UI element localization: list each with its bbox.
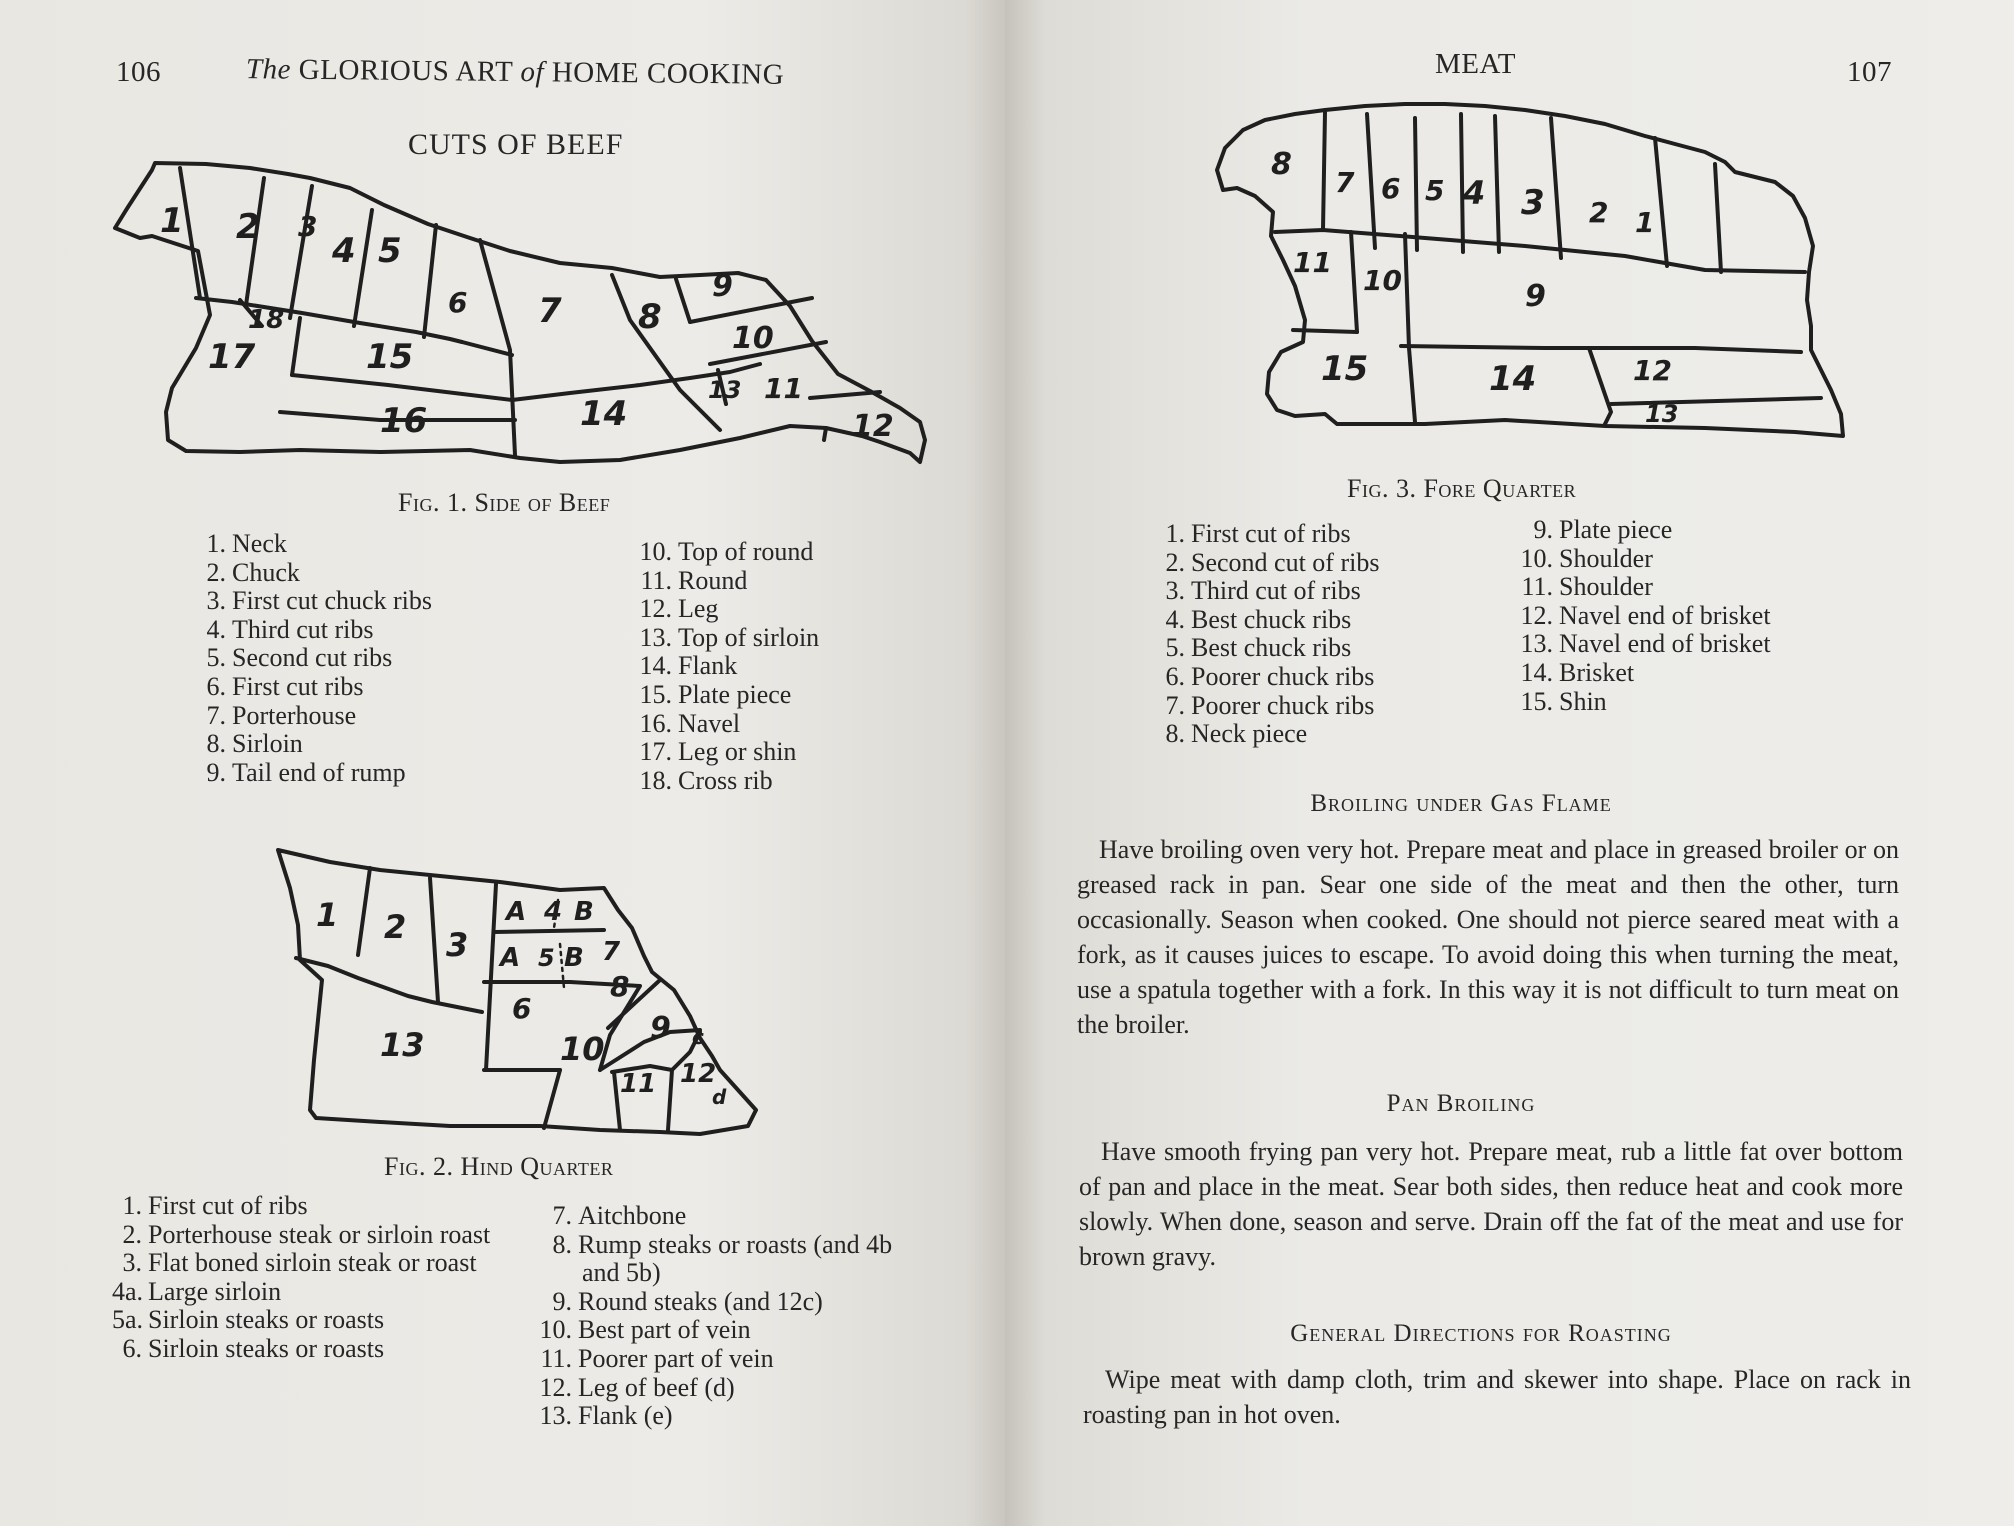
legend-text: Brisket: [1559, 657, 1635, 687]
section-body-text: Wipe meat with damp cloth, trim and skewer into shape. Place on rack in roasting pan in hot oven.: [1083, 1365, 1911, 1429]
legend-item: [196, 702, 476, 731]
fig3-line-g: [1551, 118, 1561, 258]
fig3-line-o: [1611, 398, 1821, 404]
fig2-label-5a: A: [500, 943, 521, 973]
fig3-line-k: [1293, 330, 1357, 332]
fig1-label-16: 16: [380, 401, 428, 441]
legend-text: Best chuck ribs: [1191, 633, 1352, 663]
fig3-label-14: 14: [1489, 359, 1537, 399]
right-page: [1005, 0, 2014, 1526]
fig2-line-d: [486, 884, 496, 1070]
legend-item: [1155, 663, 1435, 692]
legend-num: 3.: [122, 1248, 142, 1278]
legend-num: 11.: [640, 565, 672, 595]
legend-item: [196, 587, 476, 616]
legend-num: 17.: [639, 737, 672, 767]
fig2-hind-quarter-diagram: [0, 820, 1005, 1150]
legend-text: Poorer chuck ribs: [1191, 690, 1375, 720]
legend-num: 10.: [639, 537, 672, 566]
fig2-label-9: 9: [650, 1011, 671, 1046]
legend-num: 7.: [206, 700, 226, 730]
legend-text: Flank (e): [578, 1401, 673, 1431]
section-title-roasting: General Directions for Roasting: [1290, 1320, 1672, 1347]
fig1-label-6: 6: [448, 286, 468, 319]
fig2-label-5: 5: [538, 944, 555, 972]
fig3-caption: Fig. 3. Fore Quarter: [1347, 474, 1577, 503]
legend-item: [112, 1192, 502, 1221]
fig1-label-13: 13: [708, 376, 742, 404]
legend-num: 14.: [639, 651, 672, 681]
fig1-line-e: [354, 210, 372, 326]
fig1-line-h: [292, 318, 300, 375]
fig1-line-r: [810, 392, 880, 398]
legend-item: [630, 538, 930, 567]
legend-num: 5.: [1165, 633, 1185, 663]
fig2-label-6: 6: [512, 992, 532, 1025]
legend-item: [630, 710, 930, 739]
fig1-line-b: [196, 298, 462, 342]
fig3-legend-col2: [1511, 516, 1831, 716]
fig2-line-h: [544, 1070, 560, 1128]
legend-text: Chuck: [232, 557, 300, 587]
fig3-fore-quarter-diagram: [1005, 0, 2014, 470]
legend-num: 1.: [206, 529, 226, 558]
running-title-of: of: [520, 56, 545, 89]
fig2-label-1: 1: [316, 896, 339, 934]
legend-item: [1155, 577, 1435, 606]
legend-text: Flat boned sirloin steak or roast: [148, 1248, 477, 1278]
legend-text: Rump steaks or roasts (and 4b and 5b): [578, 1229, 893, 1288]
legend-num: 7.: [1165, 690, 1185, 720]
left-page-number: 106: [116, 56, 161, 88]
fig3-line-i: [1715, 164, 1721, 272]
fig1-label-11: 11: [764, 372, 803, 405]
section-body-roasting: [1083, 1362, 1911, 1432]
section-body-pan-broiling: [1079, 1134, 1903, 1274]
fig2-label-3: 3: [446, 926, 469, 964]
fig1-label-15: 15: [366, 337, 414, 377]
legend-item: [1511, 516, 1831, 545]
fig2-label-13: 13: [380, 1026, 425, 1064]
legend-text: Leg of beef (d): [578, 1372, 735, 1402]
legend-item: [1511, 659, 1831, 688]
fig1-label-2: 2: [236, 207, 260, 247]
legend-num: 6.: [1165, 661, 1185, 691]
legend-text: Cross rib: [678, 765, 773, 795]
legend-item: [112, 1249, 502, 1278]
legend-text: Large sirloin: [148, 1276, 282, 1306]
legend-text: Sirloin steaks or roasts: [148, 1333, 385, 1363]
legend-num: 12.: [639, 594, 672, 624]
legend-text: Second cut ribs: [232, 643, 393, 673]
section-body-text: Have broiling oven very hot. Prepare meat and place in greased broiler or on greased rack in pan. Sear one side of the meat and then the other, turn occasionally. Season when cooked. One should not pierce seared meat with a fork, as it causes juices to escape. To avoid doing this when turning the meat, use a spatula together with a fork. In this way it is not difficult to turn meat on the broiler.: [1077, 835, 1899, 1039]
legend-item: [530, 1288, 930, 1317]
fig1-line-f: [424, 225, 436, 337]
legend-text: First cut chuck ribs: [232, 586, 433, 616]
legend-item: [196, 730, 476, 759]
legend-text: Flank: [678, 651, 738, 681]
legend-num: 8.: [1165, 719, 1185, 749]
fig1-caption: Fig. 1. Side of Beef: [398, 488, 611, 517]
fig2-label-4a: A: [506, 897, 527, 927]
legend-item: [1511, 602, 1831, 631]
legend-text: Shin: [1559, 686, 1607, 716]
left-page: [0, 0, 1005, 1526]
legend-text: Shoulder: [1559, 543, 1653, 573]
fig2-legend-col2: [530, 1202, 930, 1431]
fig1-legend-col1: [196, 530, 476, 787]
legend-text: Third cut ribs: [232, 614, 374, 644]
legend-num: 10.: [539, 1315, 572, 1345]
fig1-legend-col2: [630, 538, 930, 795]
fig2-line-e: [494, 930, 604, 932]
legend-text: Round: [678, 565, 748, 595]
fig3-line-m: [1401, 346, 1801, 352]
legend-item: [530, 1374, 930, 1403]
fig1-line-m: [612, 275, 720, 430]
fig3-label-5: 5: [1425, 174, 1445, 207]
running-title-suffix: HOME COOKING: [551, 56, 785, 91]
fig2-label-4b: B: [574, 897, 594, 927]
legend-text: Top of round: [678, 537, 814, 566]
legend-item: [630, 595, 930, 624]
fig1-label-9: 9: [712, 269, 733, 304]
legend-text: Navel end of brisket: [1559, 629, 1771, 659]
legend-num: 2.: [206, 557, 226, 587]
fig1-label-1: 1: [160, 201, 184, 241]
legend-text: Aitchbone: [578, 1201, 687, 1230]
legend-text: Tail end of rump: [232, 757, 406, 787]
legend-item: [630, 567, 930, 596]
fig2-line-n: [668, 1070, 672, 1130]
fig2-label-2: 2: [384, 908, 407, 946]
fig2-line-a: [358, 868, 370, 955]
legend-num: 11.: [540, 1343, 572, 1373]
fig3-line-d: [1415, 118, 1417, 250]
legend-num: 15.: [1520, 686, 1553, 716]
fig1-label-7: 7: [538, 291, 562, 331]
legend-num: 13.: [639, 622, 672, 652]
legend-text: Poorer part of vein: [578, 1343, 774, 1373]
legend-item: [1511, 545, 1831, 574]
legend-num: 4.: [206, 614, 226, 644]
fig1-side-of-beef-diagram: [0, 0, 1005, 480]
fig1-labels: [160, 201, 894, 444]
legend-num: 5.: [206, 643, 226, 673]
legend-text: Shoulder: [1559, 572, 1653, 602]
section-title-pan-broiling: Pan Broiling: [1386, 1090, 1536, 1117]
legend-num: 9.: [552, 1286, 572, 1316]
legend-text: Porterhouse steak or sirloin roast: [148, 1219, 491, 1249]
legend-item: [1155, 549, 1435, 578]
fig2-label-7: 7: [602, 937, 621, 967]
fig3-line-h: [1655, 138, 1667, 266]
legend-item: [1511, 630, 1831, 659]
legend-num: 11.: [1521, 572, 1553, 602]
legend-num: 1.: [1165, 519, 1185, 548]
legend-item: [1155, 634, 1435, 663]
legend-text: Navel: [678, 708, 741, 738]
fig3-label-13: 13: [1645, 400, 1679, 428]
legend-text: Porterhouse: [232, 700, 357, 730]
legend-num: 12.: [1520, 600, 1553, 630]
legend-num: 18.: [639, 765, 672, 795]
legend-num: 13.: [1520, 629, 1553, 659]
legend-num: 3.: [1165, 576, 1185, 606]
legend-item: [196, 644, 476, 673]
legend-item: [630, 624, 930, 653]
legend-item: [530, 1402, 930, 1431]
fig1-label-3: 3: [298, 210, 318, 243]
legend-item: [530, 1316, 930, 1345]
fig1-line-s: [824, 428, 826, 440]
fig1-label-8: 8: [638, 297, 662, 337]
fig3-label-12: 12: [1633, 354, 1672, 387]
legend-text: Poorer chuck ribs: [1191, 661, 1375, 691]
fig1-line-n: [676, 279, 690, 322]
legend-item: [530, 1345, 930, 1374]
legend-num: 1.: [122, 1191, 142, 1220]
legend-text: First cut of ribs: [148, 1191, 308, 1220]
legend-num: 14.: [1520, 657, 1553, 687]
fig1-label-14: 14: [580, 394, 628, 434]
fig1-label-18: 18: [248, 305, 285, 335]
fig3-label-1: 1: [1635, 206, 1655, 239]
fig3-label-8: 8: [1271, 147, 1292, 182]
fig2-caption: Fig. 2. Hind Quarter: [384, 1152, 614, 1181]
fig1-label-5: 5: [378, 231, 402, 271]
fig3-label-2: 2: [1589, 196, 1609, 229]
fig3-label-3: 3: [1521, 183, 1545, 223]
legend-item: [630, 767, 930, 796]
legend-item: [1155, 692, 1435, 721]
fig2-label-11: 11: [620, 1069, 657, 1099]
legend-num: 10.: [1520, 543, 1553, 573]
section-body-text: Have smooth frying pan very hot. Prepare meat, rub a little fat over bottom of pan and place in the meat. Sear both sides, then reduce heat and cook more slowly. When done, season and serve. Drain off the fat of the meat and use for brown gravy.: [1079, 1137, 1903, 1271]
legend-num: 15.: [639, 679, 672, 709]
running-title-main: GLORIOUS ART: [298, 53, 513, 88]
fig2-label-5b: B: [564, 943, 584, 973]
legend-item: [112, 1221, 502, 1250]
legend-text: Leg: [678, 594, 719, 624]
fig1-line-j: [462, 342, 512, 355]
legend-item: [112, 1306, 502, 1335]
legend-item: [1155, 606, 1435, 635]
running-title-prefix: The: [245, 53, 292, 86]
fig1-label-4: 4: [332, 231, 356, 271]
legend-text: Neck piece: [1191, 719, 1308, 749]
fig3-line-c: [1367, 114, 1375, 248]
section-body-broiling: [1077, 832, 1899, 1042]
fig3-labels: [1271, 147, 1678, 428]
fig2-label-12c: c: [692, 1025, 704, 1049]
fig1-label-10: 10: [732, 321, 774, 356]
legend-num: 6.: [122, 1333, 142, 1363]
legend-item: [196, 673, 476, 702]
legend-text: First cut ribs: [232, 671, 364, 701]
fig3-line-n: [1589, 348, 1611, 424]
section-title-broiling: Broiling under Gas Flame: [1310, 790, 1612, 817]
legend-num: 13.: [539, 1401, 572, 1431]
fig1-line-d: [290, 186, 312, 318]
fig3-label-6: 6: [1381, 172, 1401, 205]
legend-num: 2.: [1165, 547, 1185, 577]
legend-text: Best part of vein: [578, 1315, 751, 1345]
fig2-label-12d: d: [712, 1085, 727, 1109]
legend-item: [196, 530, 476, 559]
legend-num: 7.: [552, 1201, 572, 1230]
legend-num: 4.: [1165, 604, 1185, 634]
legend-text: Round steaks (and 12c): [578, 1286, 823, 1316]
legend-text: Navel end of brisket: [1559, 600, 1771, 630]
fig2-label-10: 10: [560, 1030, 605, 1068]
legend-text: Sirloin: [232, 729, 303, 759]
page-heading: CUTS OF BEEF: [408, 128, 624, 161]
fig3-line-j: [1351, 232, 1357, 332]
fig3-line-a: [1323, 112, 1325, 230]
legend-num: 16.: [639, 708, 672, 738]
legend-text: Second cut of ribs: [1191, 547, 1380, 577]
fig3-label-10: 10: [1363, 264, 1402, 297]
fig3-line-l: [1405, 234, 1415, 422]
fig2-label-8: 8: [610, 970, 630, 1003]
legend-text: Neck: [232, 529, 287, 558]
fig3-label-9: 9: [1525, 279, 1546, 314]
legend-item: [196, 559, 476, 588]
fig2-label-4: 4: [544, 897, 563, 927]
legend-item: [112, 1335, 502, 1364]
fig2-legend-col1: [112, 1192, 502, 1364]
legend-text: Top of sirloin: [678, 622, 820, 652]
legend-num: 4a.: [112, 1276, 144, 1306]
legend-item: [1155, 520, 1435, 549]
legend-text: First cut of ribs: [1191, 519, 1351, 548]
legend-num: 2.: [122, 1219, 142, 1249]
legend-text: Best chuck ribs: [1191, 604, 1352, 634]
legend-item: [1511, 573, 1831, 602]
fig1-line-i: [292, 364, 760, 400]
legend-num: 9.: [206, 757, 226, 787]
legend-num: 8.: [552, 1229, 572, 1259]
fig3-label-15: 15: [1321, 349, 1369, 389]
right-page-number: 107: [1847, 56, 1892, 88]
legend-item: [1511, 688, 1831, 717]
legend-item: [196, 759, 476, 788]
legend-item: [530, 1231, 930, 1288]
fig1-label-12: 12: [852, 409, 894, 444]
legend-text: Sirloin steaks or roasts: [148, 1305, 385, 1335]
legend-num: 6.: [206, 671, 226, 701]
legend-num: 12.: [539, 1372, 572, 1402]
legend-item: [112, 1278, 502, 1307]
fig3-label-7: 7: [1335, 166, 1355, 199]
fig2-labels: [316, 896, 727, 1109]
fig3-label-11: 11: [1293, 246, 1332, 279]
legend-text: Leg or shin: [678, 737, 797, 767]
legend-num: 8.: [206, 729, 226, 759]
fig2-line-c: [430, 878, 438, 1002]
legend-num: 9.: [1533, 515, 1553, 544]
right-running-title: MEAT: [1435, 48, 1516, 80]
legend-item: [630, 738, 930, 767]
fig3-label-4: 4: [1463, 174, 1486, 212]
fig3-line-f: [1495, 116, 1499, 252]
fig2-label-12: 12: [680, 1059, 717, 1089]
legend-item: [1155, 720, 1435, 749]
legend-text: Plate piece: [678, 679, 792, 709]
legend-item: [630, 681, 930, 710]
legend-num: 3.: [206, 586, 226, 616]
legend-item: [196, 616, 476, 645]
legend-item: [530, 1202, 930, 1231]
fig2-line-b: [296, 958, 482, 1012]
legend-text: Third cut of ribs: [1191, 576, 1361, 606]
legend-num: 5a.: [112, 1305, 144, 1335]
legend-item: [630, 652, 930, 681]
fig3-legend-col1: [1155, 520, 1435, 749]
fig1-label-17: 17: [208, 337, 256, 377]
legend-text: Plate piece: [1559, 515, 1673, 544]
